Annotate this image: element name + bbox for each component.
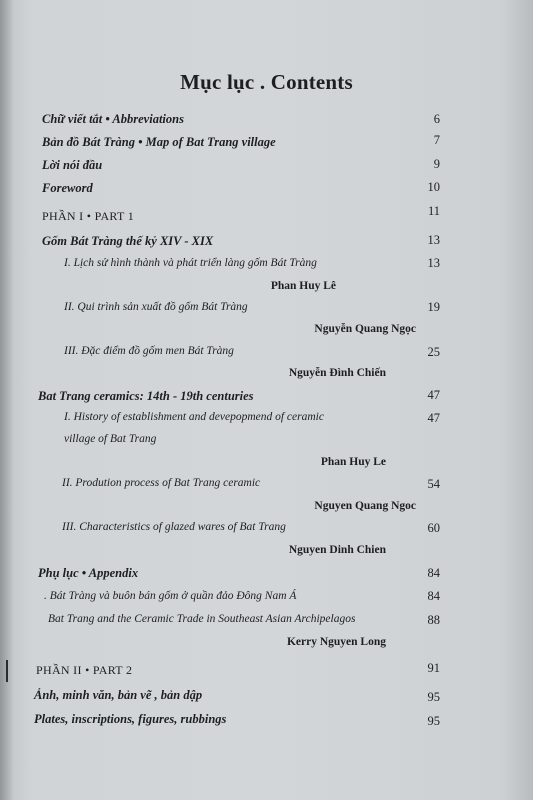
toc-page-history-en: 47 — [427, 411, 440, 425]
toc-page-preface-vn: 9 — [433, 157, 440, 171]
toc-page-trade-vn: 84 — [427, 589, 440, 603]
toc-entry-process-vn: II. Qui trình sản xuất đồ gốm Bát Tràng — [64, 301, 248, 313]
toc-page-glazed-en: 60 — [427, 521, 440, 535]
toc-entry-appendix: Phụ lục • Appendix — [38, 566, 139, 580]
toc-page-part-2: 91 — [427, 661, 440, 675]
margin-mark — [6, 660, 8, 682]
toc-entry-ceramics-en: Bat Trang ceramics: 14th - 19th centuries — [38, 389, 254, 403]
toc-page-part-1: 11 — [427, 204, 440, 218]
toc-page-plates-en: 95 — [427, 714, 440, 728]
toc-page-glazed-vn: 25 — [427, 345, 440, 359]
toc-entry-map: Bản đồ Bát Tràng • Map of Bat Trang village — [42, 135, 276, 149]
toc-page-trade-en: 88 — [427, 613, 440, 627]
toc-page-ceramics-en: 47 — [427, 388, 440, 402]
toc-author: Nguyễn Quang Ngọc — [314, 323, 416, 335]
toc-entry-process-en: II. Prodution process of Bat Trang ceramic — [62, 477, 261, 489]
toc-author: Nguyen Quang Ngoc — [314, 500, 416, 512]
toc-author: Nguyen Dinh Chien — [288, 544, 386, 556]
toc-entry-preface-vn: Lời nói đầu — [42, 158, 103, 172]
toc-page-foreword: 10 — [427, 180, 440, 194]
toc-entry-history-en: I. History of establishment and devepopmend of ceramic — [64, 411, 324, 423]
toc-entry-plates-en: Plates, inscriptions, figures, rubbings — [34, 712, 227, 726]
toc-entry-history-vn: I. Lịch sử hình thành và phát triển làng gốm Bát Tràng — [64, 257, 317, 269]
toc-entry-plates-vn: Ảnh, minh văn, bản vẽ , bản dập — [34, 688, 203, 702]
toc-page-plates-vn: 95 — [427, 690, 440, 704]
toc-page-ceramics-vn: 13 — [427, 233, 440, 247]
toc-entry-ceramics-vn: Gốm Bát Tràng thế kỷ XIV - XIX — [42, 234, 214, 248]
toc-part-1: PHẦN I • PART 1 — [42, 209, 135, 223]
toc-entry-trade-en: Bat Trang and the Ceramic Trade in Southeast Asian Archipelagos — [48, 613, 356, 625]
toc-entry-trade-vn: . Bát Tràng và buôn bán gốm ở quần đảo Đông Nam Á — [44, 590, 297, 602]
toc-entry-glazed-vn: III. Đặc điểm đồ gốm men Bát Tràng — [64, 345, 234, 357]
toc-page-process-en: 54 — [427, 477, 440, 491]
page-title: Mục lục . Contents — [180, 70, 353, 94]
toc-page-history-vn: 13 — [427, 256, 440, 270]
toc-part-2: PHẦN II • PART 2 — [36, 663, 133, 677]
toc-page-process-vn: 19 — [427, 300, 440, 314]
toc-page-abbreviations: 6 — [433, 112, 440, 126]
toc-page-appendix: 84 — [427, 566, 440, 580]
toc-author: Phan Huy Le — [320, 456, 386, 468]
toc-page-map: 7 — [433, 133, 440, 147]
toc-author: Kerry Nguyen Long — [286, 636, 386, 648]
toc-author: Phan Huy Lê — [270, 280, 336, 292]
toc-entry-foreword: Foreword — [42, 181, 93, 195]
toc-entry-history-en-cont: village of Bat Trang — [64, 433, 157, 445]
toc-author: Nguyễn Đình Chiến — [288, 367, 386, 379]
toc-entry-glazed-en: III. Characteristics of glazed wares of Bat Trang — [62, 521, 286, 533]
toc-entry-abbreviations: Chữ viết tắt • Abbreviations — [42, 112, 184, 126]
